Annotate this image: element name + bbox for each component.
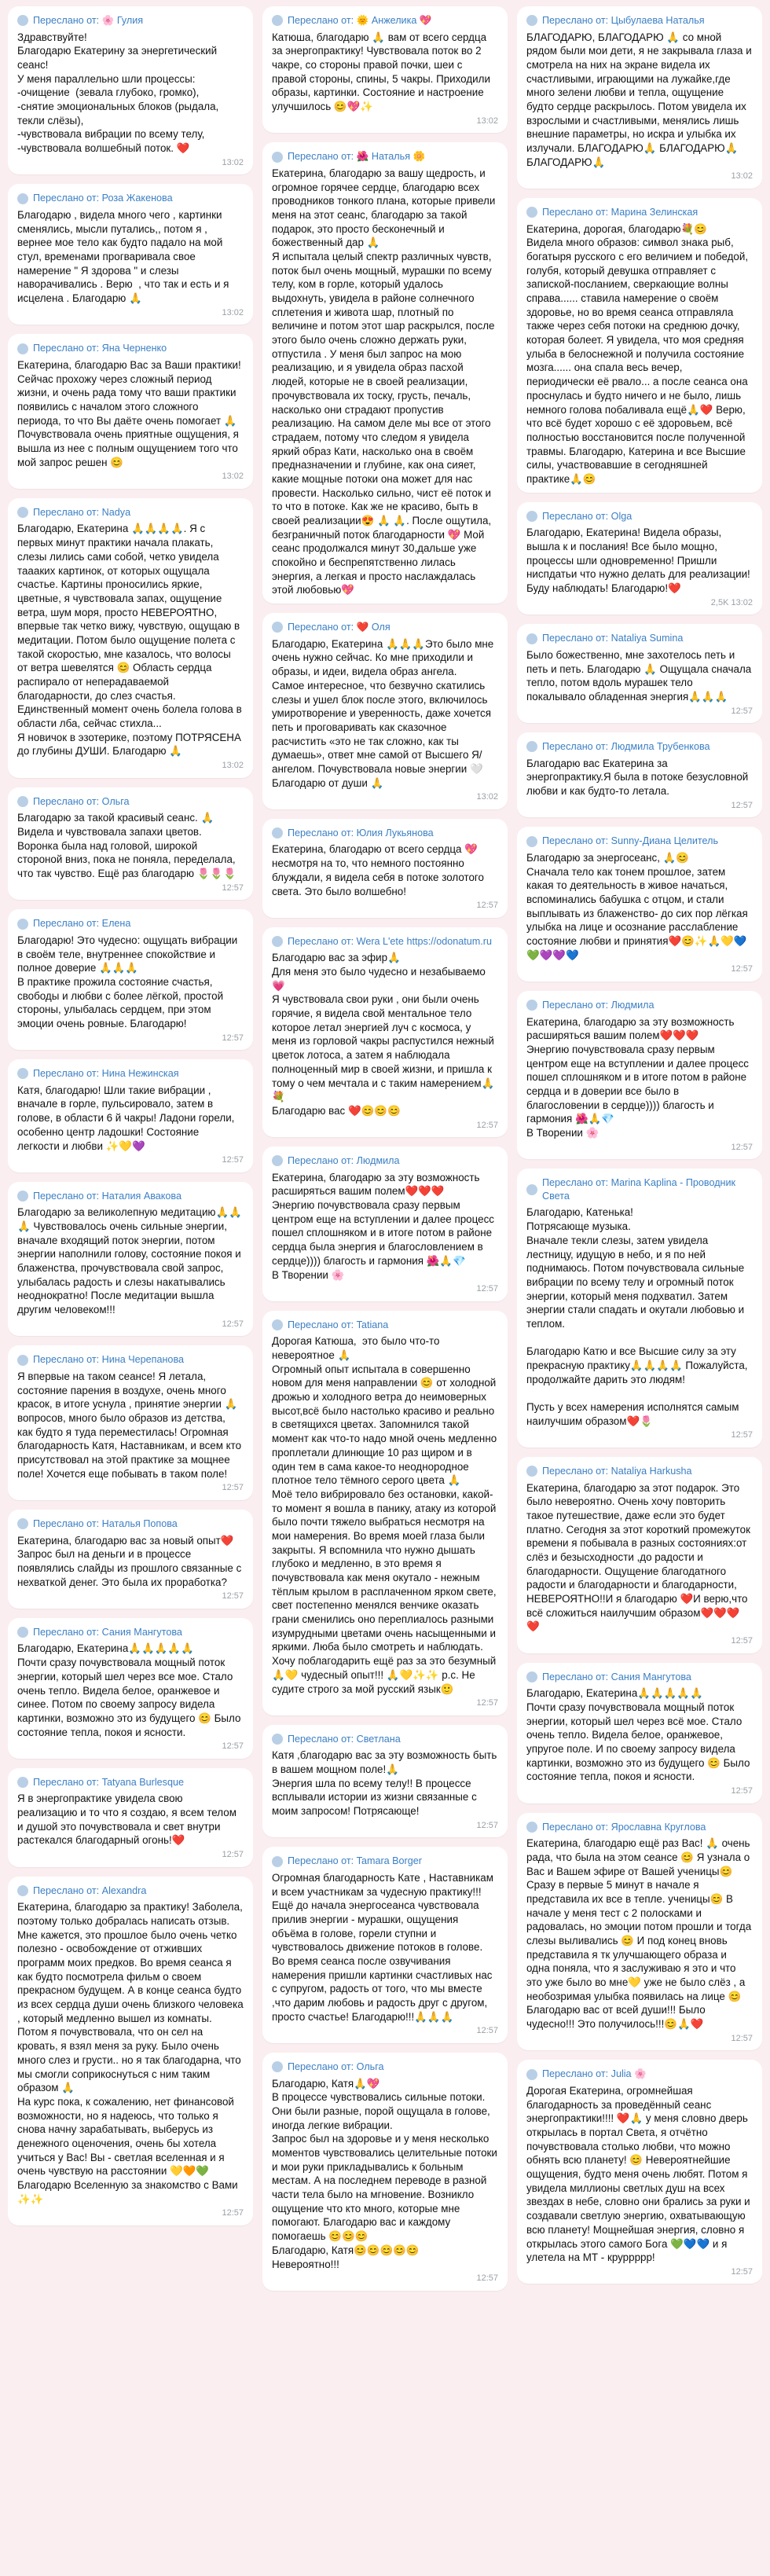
avatar-icon [17, 1355, 28, 1366]
avatar-icon [17, 1885, 28, 1896]
message-meta [272, 900, 498, 912]
message-bubble[interactable] [517, 2060, 762, 2284]
avatar-icon [17, 343, 28, 354]
message-bubble[interactable] [262, 142, 508, 604]
message-meta [17, 1482, 244, 1494]
message-text: Екатерина, благодарю за вашу щедрость, и огромное горячее сердце, благодарю всех проводников тонкого плана, которые привели меня на этот сеанс, благодарю за такой подарок, это просто бесконечный и божественный дар 🙏 Я испытала целый спектр различных чувств, поток был очень мощный, мурашки по всему телу, ком в горле, который удалось выдохнуть, увидела в районе солнечного сплетения и живота шар, плотный по величине и потом этот шар раскрылся, после этого было очень сложно держать руки, отпустила . У меня был запрос на мою реализацию, и я увидела образ пасхой людей, которые не в своей реализации, прочувствовала их тоску, грусть, печаль, насколько они страдают пропустив реализацию. На самом деле мы все от этого страдаем, потому что следом я увидела яркий образ Кати, насколько она в своём предназначении и глубине, как она сияет, какие мощные потоки она может для нас провести. Насколько сильно, чист её поток и то что в потоке. Как же не красиво, быть в своей реализации😍 🙏 🙏. После ощутила, безграничный поток благодарности 💖 Мой сеанс продолжался минут 30,дальше уже спокойно и беспрепятственно лилась энергия, а легкая и просто наслаждалась этой любовью💖 [272, 167, 496, 596]
message-text: Благодарю за энергосеанс, 🙏😊 Сначала тело как тонем прошлое, затем какая то деятельность в живое начаться, вспоминались бабушка с отцом, и стали выплывать из блаженство- до сих пор лёгкая улыбка на лице и осознание расслабление состояние любви и принятия❤️😊✨🙏💛💙💚💜💜💙 [526, 851, 748, 961]
timestamp: 12:57 [731, 800, 753, 810]
forwarded-from[interactable] [17, 1190, 244, 1203]
forwarded-from-label: Переслано от: Сания Мангутова [33, 1626, 182, 1638]
forwarded-from[interactable] [272, 621, 498, 634]
column-3 [517, 6, 762, 2570]
forwarded-from-label: Переслано от: Юлия Лукьянова [288, 827, 434, 838]
message-text: Благодарю, Катенька! Потрясающе музыка. Вначале текли слезы, затем увидела лестницу, идущую в небо, и я по ней поднимаюсь. Потом почувствовала сильные вибрации по всему телу и огромный поток энергии, который меня подхватил. Затем энергии стали спадать и окутали любовью и теплом. Благодарю Катю и все Высшие силу за эту прекрасную практику🙏🙏🙏🙏 Пожалуйста, продолжайте дарить это людям! Пусть у всех намерения исполнятся самым наилучшим образом❤️🌷 [526, 1206, 748, 1427]
message-text: Екатерина, благодарю Вас за Ваши практики! Сейчас прохожу через сложный период жизни, и очень рада тому что ваши практики появились с началом этого сложного периода, то что Вы даёте очень помогает 🙏 Почувствовала очень приятные ощущения, я вышла из нее с полным ощущением того что мой запрос решен 😊 [17, 358, 244, 468]
timestamp: 12:57 [731, 1786, 753, 1796]
forwarded-from-label: Переслано от: Tatyana Burlesque [33, 1776, 184, 1788]
message-text: Екатерина, благодарю за эту возможность расширяться вашим полем❤️❤️❤️ Энергию почувствовала сразу первым центром еще на вступлении и далее процесс пошел сплошняком и в итоге потом в районе сердца была энергия и благословлением в сердце)))) благость и гармония 🌺🙏💎 В Творении 🌸 [272, 1171, 494, 1281]
avatar-icon [17, 919, 28, 930]
avatar-icon [272, 1734, 283, 1745]
message-meta [272, 2273, 498, 2284]
message-meta [17, 1154, 244, 1166]
timestamp: 12:57 [731, 1636, 753, 1646]
forwarded-from-label: Переслано от: ❤️ Оля [288, 622, 390, 633]
forwarded-from-label: Переслано от: Wera L'ete https://odonatum.ru [288, 935, 492, 947]
message-meta [17, 1591, 244, 1602]
timestamp: 12:57 [476, 1698, 498, 1708]
message-meta [272, 1697, 498, 1709]
forwarded-from[interactable] [17, 506, 244, 519]
message-bubble[interactable] [517, 1457, 762, 1653]
message-bubble[interactable] [262, 1847, 508, 2043]
forwarded-from-label: Переслано от: Сания Мангутова [542, 1671, 691, 1682]
message-meta [17, 2207, 244, 2219]
forwarded-from-label: Переслано от: Julia 🌸 [542, 2068, 647, 2080]
column-1 [8, 6, 253, 2570]
message-text: Огромная благодарность Кате , Наставникам и всем участникам за чудесную практику!!! Ещё до начала энергосеанса чувствовала прилив энергии - мурашки, ощущения объёма в голове, горели ступни и чувствовалось движение потоков в голове. Во время сеанса после озвучивания намерения пришли картинки счастливых нас с супругом, радость от того, что мы вместе ,что дарим любовь и радость друг с другом, просто счастье! Благодарю!!!🙏🙏🙏 [272, 1871, 497, 2023]
avatar-icon [17, 796, 28, 807]
message-bubble[interactable] [262, 1725, 508, 1838]
forwarded-from[interactable] [272, 935, 498, 949]
forwarded-from[interactable] [526, 2068, 753, 2081]
avatar-icon [272, 152, 283, 163]
timestamp: 13:02 [222, 761, 244, 771]
message-text: Здравствуйте! Благодарю Екатерину за энергетический сеанс! У меня параллельно шли процессы: -очищение (зевала глубоко, громко), -снятие эмоциональных блоков (рыдала, текли слёзы), -чувствовала вибрации по всему телу, -чувствовала волшебный поток. ❤️ [17, 31, 219, 155]
forwarded-from-label: Переслано от: Людмила [288, 1155, 400, 1167]
forwarded-from[interactable] [17, 14, 244, 28]
avatar-icon [526, 2069, 537, 2080]
message-meta [526, 1142, 753, 1154]
avatar-icon [526, 511, 537, 522]
timestamp: 12:57 [731, 1430, 753, 1440]
message-text: Дорогая Екатерина, огромнейшая благодарность за проведённый сеанс энергопрактики!!!! ❤️🙏 у меня словно дверь открылась в портал Света, я отчётно почувствовала столько любви, что можно обнять всю планету! 😊 Невероятнейшие ощущения, будто меня очень любят. Потом я увидела миллионы светлых душ на всех звездах в небе, словно они брались за руки и создавали светлую энергию, охватывающую всю планету! Мощнейшая энергия, словно я открылась этого самого Бога 💚💙💙 и я улетела на МТ - круррррр! [526, 2084, 754, 2264]
avatar-icon [17, 193, 28, 204]
message-text: Благодарю вас Екатерина за энергопрактику.Я была в потоке безусловной любви и как будто-то летала. [526, 757, 752, 798]
avatar-icon [526, 1822, 537, 1833]
message-meta [17, 471, 244, 483]
forwarded-from-label: Переслано от: Marina Kaplina - Проводник Света [542, 1177, 736, 1202]
avatar-icon [272, 15, 283, 26]
forwarded-from-label: Переслано от: Роза Жакенова [33, 193, 173, 204]
avatar-icon [272, 1856, 283, 1867]
message-text: Благодарю вас за эфир🙏 Для меня это было чудесно и незабываемо💗 Я чувствовала свои руки , они были очень горячие, я видела свой ментальное тело которое летал энергией луч с космоса, у меня из горловой чакры распустился нежный цветок лотоса, а затем я наблюдала полноценный мир в своей жизни, и пришла к тому о чем мечтала и с таким намерением🙏💐 Благодарю вас ❤️😊😊😊 [272, 952, 495, 1117]
avatar-icon [526, 741, 537, 752]
forwarded-from-label: Переслано от: Наталья Попова [33, 1518, 178, 1529]
timestamp: 12:57 [476, 2026, 498, 2036]
timestamp: 12:57 [222, 1850, 244, 1860]
forwarded-from[interactable] [17, 342, 244, 355]
message-text: Екатерина, благодарю за эту возможность расширяться вашим полем❤️❤️❤️ Энергию почувствовала сразу первым центром еще на вступлении и далее процесс пошел сплошняком и в итоге потом в районе сердца и в доверии все было в благословении в сердце)))) благость и гармония 🌺🙏💎 В Творении 🌸 [526, 1015, 749, 1139]
message-meta [526, 1635, 753, 1647]
avatar-icon [526, 207, 537, 218]
message-meta [526, 963, 753, 975]
avatar-icon [272, 1319, 283, 1330]
message-text: Благодарю за великолепную медитацию🙏🙏🙏 Чувствовалось очень сильные энергии, вначале входящий поток энергии, потом энергии наполнили голову, состояние покоя и блаженства, прочувствовала свой запрос, улыбалась радость и слезы накатывались неоднократно! После медитации вышла другим человеком!!! [17, 1206, 244, 1316]
timestamp: 12:57 [222, 1155, 244, 1165]
message-text: Екатерина, дорогая, благодарю💐😊 Видела много образов: символ знака рыб, богатыря русского с его величием и победой, голубя, который девушка отправляет с запиской-посланием, сверкающие волны справа...... ставила намерение о своём здоровье, но во время сеанса отправляла также через себя потоки на среднюю дочку, которая болеет. Я увидела, что моя средняя улыба в белоснежной и получила состояние мозга...... она спала весь вечер, периодически её рвало... а после сеанса она проснулась и будто ничего и не было, лишь немного голова побаливала ещё🙏❤️ Верю, что всё будет хорошо с её здоровьем, всё полностью восстановится после полученной травмы. Благодарю, Катерина и все Высшие силы, участвовавшие в сегодняшней практике🙏😊 [526, 222, 749, 485]
forwarded-from-label: Переслано от: Наталия Авакова [33, 1190, 182, 1202]
forwarded-from[interactable] [526, 740, 753, 754]
timestamp: 12:57 [731, 2266, 753, 2277]
forwarded-from[interactable] [17, 1067, 244, 1081]
forwarded-from-label: Переслано от: Людмила [542, 999, 654, 1011]
forwarded-from-label: Переслано от: Цыбулаева Наталья [542, 15, 705, 26]
message-bubble[interactable] [8, 6, 253, 174]
message-meta [526, 2033, 753, 2045]
avatar-icon [526, 1466, 537, 1477]
avatar-icon [526, 836, 537, 847]
message-meta [17, 1741, 244, 1752]
message-meta [272, 116, 498, 127]
forwarded-from[interactable] [272, 2060, 498, 2074]
forwarded-from[interactable] [17, 1353, 244, 1367]
message-meta [272, 1283, 498, 1295]
message-meta [526, 800, 753, 812]
message-text: Благодарю, Екатерина🙏🙏🙏🙏🙏 Почти сразу почувствовала мощный поток энергии, который шел через всё мое. Стало очень тепло. Видела белое, оранжевое, упругое поле. И по своему запросу видела картинки, возможно это из будущего 😊 Было состояние тепла, покоя и ясности. [526, 1687, 750, 1783]
forwarded-from-label: Переслано от: Людмила Трубенкова [542, 741, 710, 753]
forwarded-from[interactable] [17, 917, 244, 930]
forwarded-from-label: Переслано от: Olga [542, 510, 632, 522]
forwarded-from[interactable] [17, 1517, 244, 1531]
message-meta [17, 307, 244, 319]
avatar-icon [272, 1155, 283, 1166]
message-meta [526, 2266, 753, 2278]
forwarded-from-label: Переслано от: 🌸 Гулия [33, 15, 144, 26]
avatar-icon [526, 1000, 537, 1011]
message-bubble[interactable] [262, 2053, 508, 2291]
timestamp: 13:02 [476, 116, 498, 126]
timestamp: 12:57 [476, 1284, 498, 1294]
message-meta [17, 157, 244, 169]
message-meta [272, 791, 498, 803]
avatar-icon [526, 1184, 537, 1195]
message-text: Катюша, благодарю 🙏 вам от всего сердца за энергопрактику! Чувствовала поток во 2 чакре, со стороны правой почки, шеи с правой стороны, спины, 5 чакры. Приходили образы, картинки. Состояние и настроение улучшилось 😊💖✨ [272, 31, 493, 113]
forwarded-from-label: Переслано от: Nadya [33, 506, 131, 518]
forwarded-from[interactable] [526, 1821, 753, 1834]
timestamp: 12:57 [222, 883, 244, 893]
timestamp: 12:57 [476, 901, 498, 911]
timestamp: 13:02 [476, 792, 498, 802]
message-meta [17, 760, 244, 772]
message-bubble[interactable] [8, 1182, 253, 1337]
timestamp: 12:57 [222, 1741, 244, 1752]
message-text: Катя, благодарю! Шли такие вибрации , вначале в горле, пульсировало, затем в голове, в области 6 й чакры! Ладони горели, особенно центр ладошки! Состояние легкости и любви ✨💛💜 [17, 1084, 238, 1152]
forwarded-from[interactable] [17, 192, 244, 205]
forwarded-from[interactable] [526, 632, 753, 645]
column-2 [262, 6, 508, 2570]
forwarded-from-label: Переслано от: Нина Нежинская [33, 1068, 179, 1080]
forwarded-from-label: Переслано от: Nataliya Harkusha [542, 1465, 692, 1477]
message-text: Екатерина, благодарю от всего сердца 💖 несмотря на то, что немного постоянно блуждали, я видела себя в потоке золотого света. Это было волшебно! [272, 843, 487, 897]
timestamp: 12:57 [476, 1120, 498, 1130]
timestamp: 12:57 [731, 2033, 753, 2043]
timestamp: 12:57 [222, 1483, 244, 1493]
message-bubble[interactable] [262, 1147, 508, 1301]
avatar-icon [17, 1191, 28, 1202]
message-bubble[interactable] [517, 991, 762, 1159]
forwarded-from-label: Переслано от: Tatiana [288, 1319, 389, 1330]
message-bubble[interactable] [262, 1311, 508, 1715]
avatar-icon [272, 827, 283, 838]
forwarded-from[interactable] [526, 835, 753, 848]
avatar-icon [526, 633, 537, 644]
timestamp: 12:57 [476, 1820, 498, 1830]
message-bubble[interactable] [517, 1663, 762, 1804]
message-text: Благодарю , видела много чего , картинки сменялись, мысли путались,, потом я , вернее мое тело как будто падало на мой стул, временами прогваривала свое намерение " Я здорова " и слезы наворачивались . Верю , что так и есть и я исцелена . Благодарю 🙏 [17, 208, 233, 305]
forwarded-from[interactable] [17, 1626, 244, 1639]
avatar-icon [526, 15, 537, 26]
message-text: Я впервые на таком сеансе! Я летала, состояние парения в воздухе, очень много красок, в итоге уснула , принятие энергии 🙏 вопросов, много было образов из детства, как будто я туда переместилась! Огромная благодарность Катя, Наставникам, и всем кто присутствовал на этой практике за мощнее поле! Хочется еще побывать в таком поле! [17, 1370, 244, 1480]
message-text: БЛАГОДАРЮ, БЛАГОДАРЮ 🙏 со мной рядом были мои дети, я не закрывала глаза и смотрела на них на экране видела их счастливыми, играющими на лужайке,где много зелени любви и тепла, ощущение будто сердце раскрылось. Потом увидела их взрослыми и счастливыми, менялись лишь внешние параметры, но искра и улыбка их излучали. БЛАГОДАРЮ🙏 БЛАГОДАРЮ🙏 БЛАГОДАРЮ🙏 [526, 31, 755, 168]
forwarded-from[interactable] [17, 1884, 244, 1898]
avatar-icon [272, 2061, 283, 2072]
forwarded-from[interactable] [17, 795, 244, 809]
forwarded-from[interactable] [272, 1319, 498, 1332]
forwarded-from[interactable] [272, 1154, 498, 1168]
forwarded-from[interactable] [526, 999, 753, 1012]
message-text: Благодарю! Это чудесно: ощущать вибрации в своём теле, внутреннее спокойствие и полное доверие 🙏🙏🙏 В практике прожила состояние счастья, свободы и любви с более лёгкой, простой стороны, улыбалась сердцем, при этом эмоции очень ровные. Благодарю! [17, 934, 238, 1029]
message-meta [526, 1785, 753, 1797]
message-text: Было божественно, мне захотелось петь и петь и петь. Благодарю 🙏 Ощущала сначала тепло, потом вдоль мурашек тело покалывало обладенная энергия🙏🙏🙏 [526, 648, 754, 703]
message-meta [526, 706, 753, 717]
message-bubble[interactable] [517, 624, 762, 723]
avatar-icon [272, 622, 283, 633]
message-bubble[interactable] [517, 6, 762, 189]
avatar-icon [17, 1518, 28, 1529]
message-bubble[interactable] [8, 1877, 253, 2226]
forwarded-from[interactable] [526, 1176, 753, 1202]
message-bubble[interactable] [8, 1345, 253, 1500]
message-bubble[interactable] [517, 1169, 762, 1448]
message-meta [272, 1820, 498, 1832]
forwarded-from[interactable] [272, 14, 498, 28]
message-bubble[interactable] [517, 827, 762, 982]
message-text: Дорогая Катюша, это было что-то невероятное 🙏 Огромный опыт испытала в совершенно новом для меня направлении 😊 от холодной дрожью и холодного ветра до неимоверных высот,всё было настолько красиво и реально в светящихся цветах. Запомнился такой момент как что-то надо мной очень медленно проплетали длинющие 10 раз щиром и в один тем в сама какое-то неоднородное плотное тело тёмного серого цвета 🙏 Моё тело вибрировало без остановки, какой-то момент я вошла в панику, атаку из которой было почти тяжело выбраться несмотря на мои намерения. Во время моей глаза были закрыты. Я вспомнила что нужно дышать глубоко и медленно, в это время я почувствовала как меня окутало - нежным тёплым крылом в расплаченном ярком свете, свет постепенно менялся венчике оказать грани сменились оно переплиалось разными изумрудными цветами очень насыщенными и яркими. Люба было смотреть и наблюдать. Хочу поблагодарить ещё раз за это безумный🙏💛 чудесный опыт!!! 🙏💛✨✨ р.с. Не судите строго за мой русский язык🙂 [272, 1335, 497, 1695]
forwarded-from[interactable] [272, 150, 498, 163]
message-bubble[interactable] [8, 1768, 253, 1867]
message-meta [526, 597, 753, 609]
message-bubble[interactable] [8, 909, 253, 1050]
forwarded-from-label: Переслано от: Яна Черненко [33, 343, 167, 354]
message-meta [17, 1849, 244, 1861]
message-bubble[interactable] [8, 184, 253, 325]
message-text: Благодарю, Екатерина! Видела образы, вышла к и послания! Все было мощно, процессы шли одновременно! Пришли ниспдатьи что нужно делать для реализации! Буду наблюдать! Благодарю!❤️ [526, 527, 754, 595]
timestamp: 12:57 [222, 1319, 244, 1329]
timestamp: 12:57 [222, 1033, 244, 1043]
message-bubble[interactable] [517, 198, 762, 493]
message-text: Екатерина, благодарю вас за новый опыт❤️ Запрос был на деньги и в процессе появлялись слайды из прошлого связанные с нехваткой денег. Это была их проработка? [17, 1534, 242, 1588]
forwarded-from-label: Переслано от: Tamara Borger [288, 1855, 422, 1867]
message-text: Благодарю, Катя🙏💖 В процессе чувствовались сильные потоки. Они были разные, порой ощущала в голове, иногда легкие вибрации. Запрос был на здоровье и у меня несколько моментов чувствовались целительные потоки и мои руки прикладывались к больным местам. А на последнем переводе в разной части тела было на мгновение. Возникло ощущение что кто много, которые мне помогают. Благодарю вас и каждому помогаешь 😊😊😊 Благодарю, Катя😊😊😊😊😊 Невероятно!!! [272, 2077, 497, 2270]
message-text: Благодарю, Екатерина🙏🙏🙏🙏🙏 Почти сразу почувствовала мощный поток энергии, который шел через все мое. Стало очень тепло. Видела белое, оранжевое и синее. Потом по своему запросу видела картинки, возможно это из будущего 😊 Было состояние тепла, покоя и ясности. [17, 1642, 241, 1738]
message-meta [272, 2025, 498, 2037]
forwarded-from[interactable] [272, 1733, 498, 1746]
message-text: Благодарю, Екатерина 🙏🙏🙏Это было мне очень нужно сейчас. Ко мне приходили и образы, и идеи, видела образ ангела. Самое интересное, что безвучно скатились слезы и ушел блок после этого, включилось умиротворение и уверенность, даже хочется петь и проговаривать как сказочное расчистить «это не так сложно, как ты думаешь», ответ мне самой от Высшего Я/ ангелом. Почувствовала новые энергии 🤍 Благодарю от души 🙏 [272, 637, 494, 789]
message-text: Благодарю за такой красивый сеанс. 🙏 Видела и чувствовала запахи цветов. Воронка была над головой, широкой стороной вниз, пока не поняла, переделала, что так чувство. Ещё раз благодарю 🌷🌷🌷 [17, 812, 239, 880]
message-meta [17, 883, 244, 894]
avatar-icon [17, 1777, 28, 1788]
timestamp: 12:57 [731, 964, 753, 974]
timestamp: 12:57 [731, 1142, 753, 1152]
message-bubble[interactable] [8, 1618, 253, 1759]
timestamp: 12:57 [476, 2273, 498, 2284]
avatar-icon [272, 936, 283, 947]
timestamp: 13:02 [222, 157, 244, 167]
message-meta [272, 1120, 498, 1132]
forwarded-from-label: Переслано от: Елена [33, 918, 131, 930]
forwarded-from-label: Переслано от: Марина Зелинская [542, 207, 698, 218]
message-text: Я в энергопрактике увидела свою реализацию и то что я создаю, я всем телом и душой это почувствовала и свет внутри растекался благодарный огонь!❤️ [17, 1793, 240, 1847]
avatar-icon [17, 15, 28, 26]
forwarded-from-label: Переслано от: Alexandra [33, 1884, 147, 1896]
message-text: Екатерина, благодарю ещё раз Вас! 🙏 очень рада, что была на этом сеансе 😊 Я узнала о Вас и Вашем эфире от Вашей ученицы😊 Сразу в первые 5 минут в начале я представила их все в тепле. ученицы😊 В начале у меня тест с 2 полосками и радовалась, но эмоции потом прошли и тогда слезы выливались 😊 И под конец вновь представила я тк улучшающего образа и одна поняла, что я заслуживаю я это и что это уже было во мне💛 уже не было слёз , а необозримая улыбка появилась на лице 😊 Благодарю вас от всей души!!! Было чудесно!!! Это получилось!!!😊🙏❤️ [526, 1837, 754, 2031]
forwarded-from[interactable] [526, 206, 753, 219]
message-bubble[interactable] [262, 927, 508, 1137]
avatar-icon [17, 507, 28, 518]
message-text: Катя ,благодарю вас за эту возможность быть в вашем мощном поле!🙏 Энергия шла по всему телу!! В процессе всплывали истории из жизни связанные с моим запросом! Потрясающе! [272, 1749, 497, 1818]
message-bubble[interactable] [517, 1813, 762, 2051]
message-bubble[interactable] [8, 334, 253, 489]
forwarded-from-label: Переслано от: Ярославна Круглова [542, 1821, 706, 1833]
message-bubble[interactable] [262, 6, 508, 133]
message-meta [17, 1319, 244, 1330]
forwarded-from[interactable] [526, 510, 753, 523]
message-bubble[interactable] [517, 502, 762, 615]
timestamp: 12:57 [731, 706, 753, 716]
forwarded-from-label: Переслано от: 🌞 Анжелика 💖 [288, 15, 432, 26]
avatar-icon [17, 1068, 28, 1079]
forwarded-from-label: Переслано от: Ольга [288, 2060, 384, 2072]
message-text: Екатерина, благодарю за практику! Заболела, поэтому только добралась написать отзыв. Мне кажется, это прошлое было очень четко полезно - освобождение от отживших программ моих предков. Во время сеанса я как будто посмотрела фильм о своем прекрасном будущем. А в конце сеанса будто из всех сердца души очень близкого человека , который медленно вышел из комнаты. Потом я почувствовала, что он сел на кровать, я взял меня за руку. Было очень много слез и грусти.. но я так благодарна, что мы смогли соприкоснуться с ним таким образом 🙏 На курс пока, к сожалению, нет финансовой возможности, но я надеюсь, что только я снова начну зарабатывать, выберусь из денежного оценочения, очень бы хотела учиться у Вас! Вы - светлая вселенная и я очень чувствую на расстоянии 💛🧡💚 Благодарю Вселенную за знакомство с Вами ✨✨ [17, 1901, 244, 2205]
avatar-icon [526, 1671, 537, 1682]
forwarded-from-label: Переслано от: Светлана [288, 1733, 401, 1745]
message-bubble[interactable] [8, 787, 253, 901]
forwarded-from-label: Переслано от: Ольга [33, 795, 130, 807]
message-bubble[interactable] [262, 819, 508, 918]
message-bubble[interactable] [8, 1059, 253, 1172]
timestamp: 12:57 [222, 1591, 244, 1602]
message-meta [526, 1429, 753, 1441]
forwarded-from-label: Переслано от: Нина Черепанова [33, 1354, 184, 1366]
forwarded-from-label: Переслано от: 🌺 Наталья 🌼 [288, 151, 426, 163]
message-text: Благодарю, Екатерина 🙏🙏🙏🙏. Я с первых минут практики начала плакать, слезы лились сами собой, четко увидела таааких картинок, от которых ощущала счастье. Картины проносились яркие, цветные, я чувствовала запах, ощущение ветра, шум моря, просто НЕВЕРОЯТНО, впервые так четко вижу, чувствую, ощущаю в медитации. Потом было ощущение полета с такой скоростью, мне казалось, что волосы от ветра шевелятся 😊 Область сердца распирало от неперадаваемой благодарности, до слез счастья. Единственный момент очень болела голова в области лба, сейчас стихла... Я новичок в эзотерике, поэтому ПОТРЯСЕНА до глубины ДУШИ. Благодарю 🙏 [17, 523, 242, 758]
timestamp: 13:02 [731, 171, 753, 182]
timestamp: 13:02 [222, 472, 244, 482]
message-bubble[interactable] [517, 732, 762, 817]
forwarded-from[interactable] [526, 1465, 753, 1478]
timestamp: 12:57 [222, 2208, 244, 2218]
message-bubble[interactable] [8, 498, 253, 778]
message-meta [17, 1033, 244, 1044]
forwarded-from[interactable] [526, 1671, 753, 1684]
avatar-icon [17, 1627, 28, 1638]
forwarded-from[interactable] [17, 1776, 244, 1789]
forwarded-from-label: Переслано от: Nataliya Sumina [542, 633, 684, 644]
forwarded-from[interactable] [272, 827, 498, 840]
forwarded-from[interactable] [526, 14, 753, 28]
forwarded-from-label: Переслано от: Sunny-Диана Целитель [542, 835, 718, 847]
message-bubble[interactable] [8, 1510, 253, 1609]
timestamp: 2,5K 13:02 [710, 597, 753, 607]
message-meta [526, 171, 753, 182]
message-bubble[interactable] [262, 613, 508, 809]
forwarded-from[interactable] [272, 1855, 498, 1868]
message-text: Екатерина, благодарю за этот подарок. Это было невероятно. Очень хочу повторить такое путешествие, даже если это будет платно. Сегодня за этот короткий промежуток времени я побывала в разных состояниях:от слёз и безысходности ,до радости и благодарности. Ощущение благодатного радости и благодарности и благодарности, НЕВЕРОЯТНО!!И я благодарю ❤️И верю,что всё сложиться наилучшим образом❤️❤️❤️❤️ [526, 1481, 754, 1633]
timestamp: 13:02 [222, 307, 244, 317]
